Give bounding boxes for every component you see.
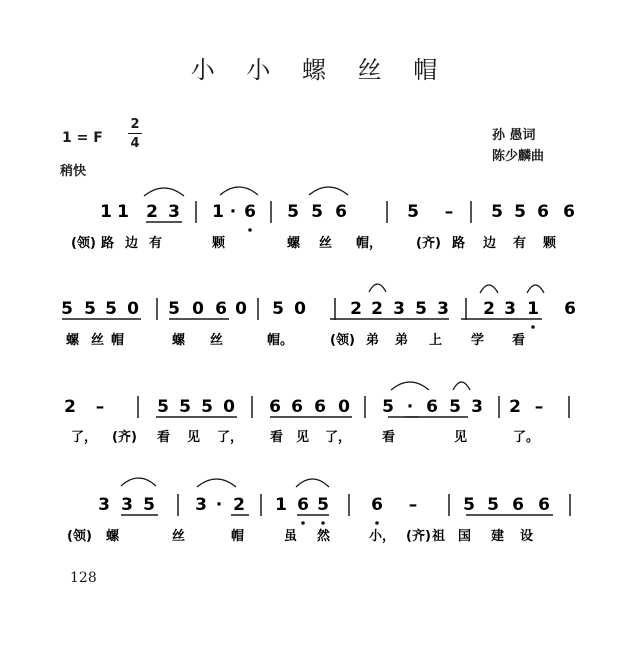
note: 5 [143,495,155,515]
lyric: (领) [67,529,92,544]
octave-dot [321,521,325,525]
lyric: 螺 [287,236,301,251]
note: 2 [64,397,76,417]
lyric: 丝 [91,333,105,348]
lyric: 见 [187,430,201,445]
octave-dot [248,228,252,232]
note: 2 [483,299,495,319]
lyric: 设 [520,529,534,544]
lyric: 有 [513,236,527,251]
lyric: 建 [491,529,505,544]
note: 5 [179,397,191,417]
note: 5 [84,299,96,319]
note: 0 [127,299,139,319]
note: 6 [244,202,256,222]
note: 3 [471,397,483,417]
lyric: 了， [71,430,98,445]
slur [220,187,258,195]
lyric: 弟 [395,333,409,348]
note: 0 [192,299,204,319]
note: 0 [338,397,350,417]
note: 6 [215,299,227,319]
lyric: 帽 [231,529,245,544]
lyric: 帽。 [267,333,294,348]
lyric: 螺 [172,333,186,348]
note: 3 [195,495,207,515]
note: 6 [314,397,326,417]
lyric: 看 [157,430,171,445]
lyric: 看 [382,430,396,445]
slur [121,478,156,486]
slur [144,188,184,196]
note: 6 [269,397,281,417]
note: 6 [371,495,383,515]
lyric: 帽， [356,236,383,251]
lyric: 了， [325,430,352,445]
lyric: 见 [454,430,468,445]
lyricist-credit: 孙 愚词 [492,128,536,143]
note: 6 [563,202,575,222]
note: 5 [105,299,117,319]
slur [453,382,470,390]
lyric: 上 [429,333,443,348]
lyric: 见 [296,430,310,445]
note: – [95,397,105,417]
lyric: 丝 [172,529,186,544]
octave-dot [531,325,535,329]
lyric: (齐) [406,529,431,544]
note: – [534,397,544,417]
slur [369,284,386,292]
lyric: 有 [149,236,163,251]
note: · [215,495,223,515]
note: 5 [157,397,169,417]
note: 3 [393,299,405,319]
note: 0 [223,397,235,417]
lyric: 学 [471,333,485,348]
octave-dot [301,521,305,525]
note: 3 [168,202,180,222]
note: 1 [212,202,224,222]
lyric: 颗 [212,236,226,251]
note: 5 [201,397,213,417]
slur [391,382,429,390]
note: 5 [514,202,526,222]
note: 5 [61,299,73,319]
lyric: (齐) [112,430,137,445]
note: – [444,202,454,222]
lyric: (领) [330,333,355,348]
note: 3 [98,495,110,515]
note: 3 [504,299,516,319]
note: 2 [509,397,521,417]
note: · [229,202,237,222]
time-signature-denominator: 4 [130,136,140,151]
note: 5 [415,299,427,319]
note: 0 [235,299,247,319]
note: 5 [287,202,299,222]
lyric: 虽 [284,529,298,544]
note: 1 [275,495,287,515]
slur [527,285,544,293]
note: 5 [272,299,284,319]
lyric: 颗 [543,236,557,251]
note: 6 [426,397,438,417]
note: 5 [491,202,503,222]
note: 5 [463,495,475,515]
note: 3 [437,299,449,319]
lyric: 螺 [106,529,120,544]
note: 5 [487,495,499,515]
lyric: 螺 [66,333,80,348]
note: 1 [117,202,129,222]
note: 5 [317,495,329,515]
slur [309,187,348,195]
page-number: 128 [70,570,97,586]
lyric: (领) [71,236,96,251]
lyric: (齐) [416,236,441,251]
note: 5 [449,397,461,417]
note: 6 [538,495,550,515]
lyric: 弟 [366,333,380,348]
note: 6 [537,202,549,222]
note: 1 [527,299,539,319]
lyric: 然 [317,529,331,544]
lyric: 了。 [513,430,540,445]
note: 6 [291,397,303,417]
song-title: 小 小 螺 丝 帽 [190,56,450,84]
octave-dot [375,521,379,525]
lyric: 帽 [111,333,125,348]
lyric: 路 [452,236,466,251]
note: 6 [564,299,576,319]
note: 5 [382,397,394,417]
slur [296,479,329,487]
note: – [408,495,418,515]
key-signature: 1 = F [62,130,103,146]
note: 5 [407,202,419,222]
slur [197,479,236,487]
note: 2 [233,495,245,515]
note: 6 [512,495,524,515]
lyric: 小， [369,529,396,544]
lyric: 边 [483,236,497,251]
lyric: 看 [512,333,526,348]
note: 5 [168,299,180,319]
note: 1 [100,202,112,222]
composer-credit: 陈少麟曲 [492,149,545,164]
note: 3 [121,495,133,515]
note: 2 [371,299,383,319]
lyric: 祖 [432,529,446,544]
lyric: 丝 [210,333,224,348]
note: · [406,397,414,417]
note: 2 [350,299,362,319]
note: 6 [297,495,309,515]
lyric: 路 [101,236,115,251]
lyric: 丝 [319,236,333,251]
lyric: 边 [125,236,139,251]
lyric: 国 [458,529,472,544]
note: 0 [294,299,306,319]
lyric: 了， [217,430,244,445]
note: 5 [311,202,323,222]
time-signature-numerator: 2 [128,118,142,134]
note: 2 [146,202,158,222]
slur [480,285,498,293]
tempo-marking: 稍快 [60,164,87,179]
note: 6 [335,202,347,222]
lyric: 看 [270,430,284,445]
